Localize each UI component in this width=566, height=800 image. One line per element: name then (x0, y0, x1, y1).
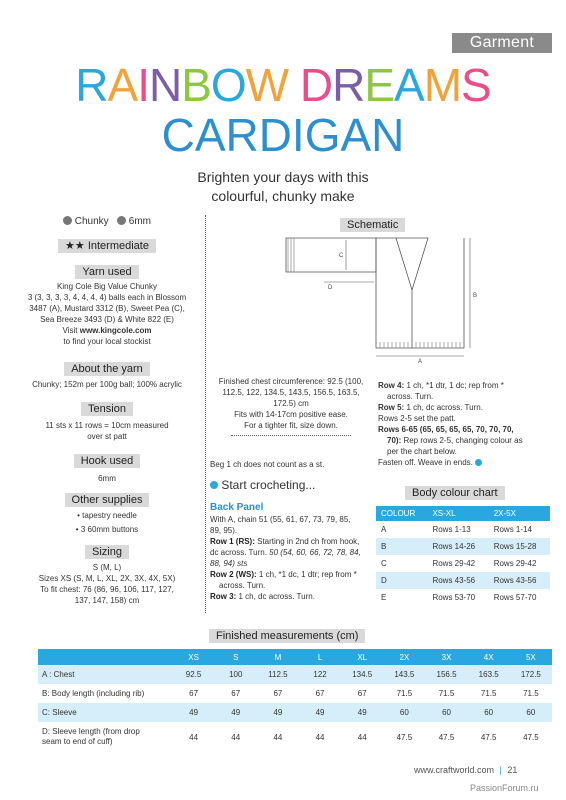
star-icon: ★★ (65, 240, 85, 252)
row-label: 70): (387, 436, 402, 445)
table-cell: Rows 1-14 (489, 521, 550, 538)
measurements-table (38, 649, 552, 752)
table-header-row (38, 649, 552, 665)
table-cell: C (376, 555, 427, 572)
table-cell: Rows 29-42 (489, 555, 550, 572)
rows6-65-instruction (378, 424, 558, 435)
instruction-line: 89, 95). (210, 526, 238, 535)
other-supplies-heading: Other supplies (65, 493, 150, 507)
row-label-line: D: Sleeve length (from drop (42, 727, 140, 736)
table-cell: 44 (299, 722, 341, 752)
schematic-body-outline (376, 238, 464, 348)
table-cell: Rows 15-28 (489, 538, 550, 555)
yarn-ball-icon (210, 481, 218, 489)
watermark: PassionForum.ru (470, 783, 539, 793)
table-cell: 163.5 (468, 665, 510, 684)
colour-chart-heading: Body colour chart (405, 486, 505, 500)
title-letter: W (245, 59, 289, 111)
other-heading-row (12, 493, 202, 507)
title-letter: R (332, 59, 365, 111)
title-letter: B (181, 59, 211, 111)
table-cell: B (376, 538, 427, 555)
page-number: 21 (507, 765, 518, 775)
row-label-cell (38, 722, 173, 752)
table-cell: 60 (425, 703, 467, 722)
sizing-line: 137, 147, 158) cm (74, 596, 140, 605)
level-pill (58, 239, 156, 253)
row-text: Starting in 2nd ch from hook, (254, 537, 360, 546)
table-cell: Rows 29-42 (427, 555, 488, 572)
row-label: Row 1 (RS): (210, 537, 255, 546)
table-cell: Rows 53-70 (427, 589, 488, 606)
yarn-line: to find your local stockist (63, 337, 151, 346)
measurements-heading-wrap (209, 626, 365, 644)
measurements-heading: Finished measurements (cm) (209, 629, 365, 643)
column-header (38, 649, 173, 665)
table-cell: 156.5 (425, 665, 467, 684)
schematic-mark-d: D (328, 285, 333, 291)
chest-line: For a tighter fit, size down. (244, 421, 338, 430)
table-row (376, 521, 550, 538)
table-cell: 44 (215, 722, 257, 752)
yarn-used-heading: Yarn used (75, 265, 138, 279)
about-yarn-heading: About the yarn (64, 362, 150, 376)
table-cell: 71.5 (383, 684, 425, 703)
supply-item: • 3 60mm buttons (75, 525, 139, 534)
table-cell: 49 (299, 703, 341, 722)
table-cell: Rows 1-13 (427, 521, 488, 538)
row-text-italic: 50 (54, 60, 66, 72, 78, 84, (266, 548, 361, 557)
level-row (12, 239, 202, 253)
table-cell: 49 (215, 703, 257, 722)
table-cell: 44 (341, 722, 383, 752)
column-header: S (215, 649, 257, 665)
table-row (38, 703, 552, 722)
table-row (376, 589, 550, 606)
table-cell: 71.5 (510, 684, 552, 703)
table-cell: 172.5 (510, 665, 552, 684)
row-label: Row 4: (378, 381, 405, 390)
other-supplies-list (12, 510, 202, 535)
table-cell: A (376, 521, 427, 538)
about-yarn-text: Chunky; 152m per 100g ball; 100% acrylic (32, 380, 182, 389)
table-cell: 67 (341, 684, 383, 703)
row-label: Row 2 (WS): (210, 570, 257, 579)
table-row (38, 684, 552, 703)
hook-heading-row (12, 454, 202, 468)
chest-line: 172.5) cm (273, 399, 309, 408)
row-label-line: seam to end of cuff) (42, 737, 113, 746)
rows6-65-instruction-2 (378, 435, 558, 446)
yarn-used-heading-row (12, 265, 202, 279)
title-letter: R (75, 59, 108, 111)
table-cell: 44 (257, 722, 299, 752)
column-header: L (299, 649, 341, 665)
table-cell: 47.5 (425, 722, 467, 752)
tension-text (12, 420, 202, 442)
title-letter: A (107, 59, 138, 111)
dotted-separator (231, 435, 351, 436)
table-row (376, 572, 550, 589)
table-cell: 44 (173, 722, 215, 752)
chest-line: 112.5, 122, 134.5, 143.5, 156.5, 163.5, (222, 388, 360, 397)
column-header: 2X-5X (489, 506, 550, 521)
table-cell: 92.5 (173, 665, 215, 684)
table-cell: 49 (257, 703, 299, 722)
yarn-ball-icon (475, 459, 482, 466)
row5-instruction (378, 402, 558, 413)
sizing-heading: Sizing (85, 545, 129, 559)
page-subtitle (0, 168, 566, 206)
chest-line: Fits with 14-17cm positive ease. (234, 410, 348, 419)
weight-hook-row (12, 215, 202, 229)
schematic-mark-c: C (339, 253, 344, 259)
sizing-line: Sizes XS (S, M, L, XL, 2X, 3X, 4X, 5X) (38, 574, 176, 583)
table-cell: 71.5 (425, 684, 467, 703)
column-header: M (257, 649, 299, 665)
column-header: XS (173, 649, 215, 665)
table-cell: 67 (299, 684, 341, 703)
page-footer (414, 765, 517, 775)
yarn-line: Sea Breeze 3493 (D) & White 822 (E) (40, 315, 174, 324)
sizing-heading-row (12, 545, 202, 559)
table-row (376, 555, 550, 572)
table-cell: 71.5 (468, 684, 510, 703)
weight-label: Chunky (74, 216, 109, 227)
table-row (38, 665, 552, 684)
sizing-text (12, 562, 202, 606)
row-text: per the chart below. (387, 447, 457, 456)
subtitle-line2: colourful, chunky make (211, 188, 355, 204)
schematic-sleeve (286, 238, 376, 272)
info-column (12, 213, 202, 623)
row-label: Rows 6-65 (65, 65, 65, 65, 70, 70, 70, (378, 425, 514, 434)
title-letter: D (299, 59, 333, 111)
tension-heading: Tension (81, 402, 133, 416)
column-header: XS-XL (427, 506, 488, 521)
colour-chart-heading-wrap (405, 483, 505, 501)
table-cell: 60 (468, 703, 510, 722)
row-text-italic: 88, 94) sts (210, 559, 248, 568)
column-header: 5X (510, 649, 552, 665)
title-letter: I (137, 59, 149, 111)
table-cell: 134.5 (341, 665, 383, 684)
title-letter (288, 59, 300, 111)
yarn-line: 3487 (A), Mustard 3312 (B), Sweet Pea (C), (29, 304, 185, 313)
row4-instruction (378, 380, 558, 391)
title-letter: M (423, 59, 462, 111)
yarn-website-link[interactable]: www.kingcole.com (79, 326, 152, 335)
row-label: Row 3: (210, 592, 237, 601)
yarn-line: King Cole Big Value Chunky (57, 282, 157, 291)
row-text: 1 ch, dc across. Turn. (236, 592, 315, 601)
title-letter: A (394, 59, 424, 111)
hook-icon (117, 216, 126, 225)
footer-website[interactable]: www.craftworld.com (414, 765, 495, 775)
table-cell: 49 (341, 703, 383, 722)
supply-item: • tapestry needle (77, 511, 137, 520)
row-text: across. Turn. (219, 581, 266, 590)
chest-info (210, 376, 372, 436)
tension-line: over st patt (87, 432, 127, 441)
table-row (376, 538, 550, 555)
title-letter: O (210, 59, 246, 111)
tension-heading-row (12, 402, 202, 416)
yarn-line: 3 (3, 3, 3, 3, 4, 4, 4, 4) balls each in Blossom (27, 293, 187, 302)
title-letter: E (364, 59, 395, 111)
footer-separator: | (499, 765, 502, 775)
start-crocheting-heading (210, 477, 372, 493)
row2-instruction (210, 569, 372, 580)
table-cell: Rows 57-70 (489, 589, 550, 606)
table-cell: 122 (299, 665, 341, 684)
table-cell: Rows 43-56 (489, 572, 550, 589)
yarn-ball-icon (63, 216, 72, 225)
column-header: 2X (383, 649, 425, 665)
subtitle-line1: Brighten your days with this (197, 169, 369, 185)
hook-size-label: 6mm (128, 216, 152, 227)
chest-line: Finished chest circumference: 92.5 (100, (218, 377, 364, 386)
table-cell: 60 (510, 703, 552, 722)
row-text: 1 ch, dc across. Turn. (404, 403, 483, 412)
row1-instruction-3 (210, 558, 372, 569)
yarn-visit-line (12, 325, 202, 336)
table-header-row (376, 506, 550, 521)
schematic-mark-a: A (418, 359, 423, 365)
table-cell: D (376, 572, 427, 589)
table-cell: 60 (383, 703, 425, 722)
beg-note: Beg 1 ch does not count as a st. (210, 460, 325, 469)
title-letter: N (148, 59, 182, 111)
row-text: 1 ch, *1 dc, 1 dtr; rep from * (256, 570, 357, 579)
yarn-used-text (12, 281, 202, 347)
visit-text: Visit (62, 326, 80, 335)
row-text: 1 ch, *1 dtr, 1 dc; rep from * (404, 381, 504, 390)
schematic-heading: Schematic (340, 218, 405, 232)
level-text: Intermediate (87, 240, 149, 252)
cardigan-schematic (284, 230, 484, 365)
column-divider (205, 215, 206, 613)
sizing-line: S (M, L) (92, 563, 122, 572)
table-row (38, 722, 552, 752)
table-cell: 67 (173, 684, 215, 703)
row-text: across. Turn. (387, 392, 434, 401)
table-cell: 47.5 (468, 722, 510, 752)
about-heading-row (12, 362, 202, 376)
table-cell: 143.5 (383, 665, 425, 684)
table-cell: 112.5 (257, 665, 299, 684)
table-cell: 67 (215, 684, 257, 703)
row1-instruction (210, 536, 372, 547)
row-label-cell: B: Body length (including rib) (38, 684, 173, 703)
page-title-line1 (0, 60, 566, 110)
fasten-off-line (378, 457, 558, 468)
column-header: COLOUR (376, 506, 427, 521)
row-text: dc across. Turn. (210, 548, 267, 557)
tension-line: 11 sts x 11 rows = 10cm measured (45, 421, 169, 430)
page-title-line2: CARDIGAN (161, 109, 405, 161)
table-cell: Rows 14-26 (427, 538, 488, 555)
table-cell: 49 (173, 703, 215, 722)
table-cell: 67 (257, 684, 299, 703)
table-cell: 100 (215, 665, 257, 684)
row-text: Rows 2-5 set the patt. (378, 414, 456, 423)
back-panel-heading: Back Panel (210, 502, 264, 513)
right-instructions (378, 380, 558, 468)
instruction-line: With A, chain 51 (55, 61, 67, 73, 79, 85, (210, 515, 351, 524)
column-header: 4X (468, 649, 510, 665)
section-tag: Garment (452, 33, 552, 53)
row3-instruction (210, 591, 372, 602)
colour-chart-table (376, 506, 550, 606)
schematic-mark-b: B (473, 293, 478, 299)
row-label-cell: A : Chest (38, 665, 173, 684)
column-header: 3X (425, 649, 467, 665)
column-header: XL (341, 649, 383, 665)
table-cell: E (376, 589, 427, 606)
row-text: Fasten off. Weave in ends. (378, 458, 473, 467)
sizing-line: To fit chest: 76 (86, 96, 106, 117, 127, (40, 585, 174, 594)
table-cell: 47.5 (510, 722, 552, 752)
hook-text: 6mm (98, 474, 116, 483)
back-panel-section (210, 501, 372, 602)
title-letter: S (461, 59, 491, 111)
row-text: Rep rows 2-5, changing colour as (401, 436, 523, 445)
table-cell: 47.5 (383, 722, 425, 752)
table-cell: Rows 43-56 (427, 572, 488, 589)
start-heading-text: Start crocheting... (221, 478, 316, 492)
row-label: Row 5: (378, 403, 405, 412)
row-label-cell: C: Sleeve (38, 703, 173, 722)
row1-instruction-2 (210, 547, 372, 558)
hook-heading: Hook used (74, 454, 141, 468)
